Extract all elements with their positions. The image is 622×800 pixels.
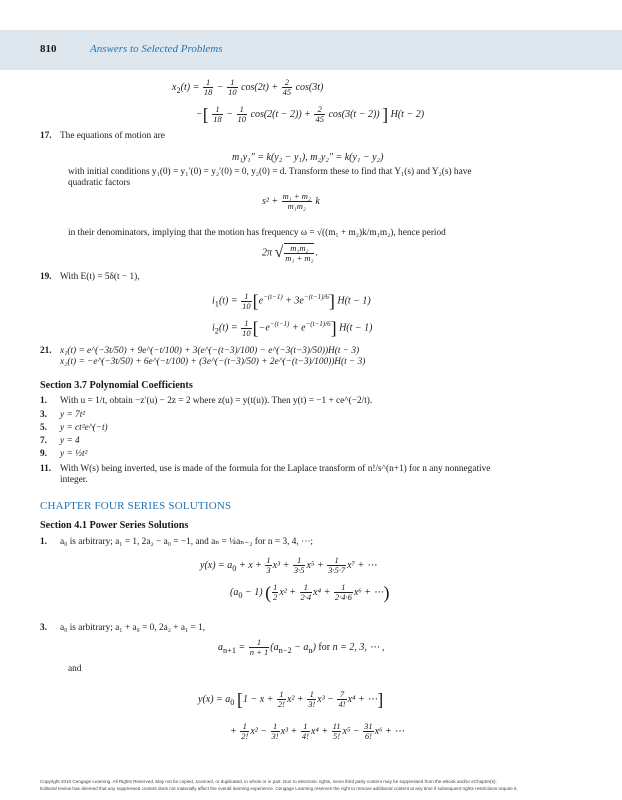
running-title: Answers to Selected Problems: [90, 43, 223, 55]
frequency-text: in their denominators, implying that the motion has frequency ω = √((m₁ + m₂)k/m₁m₂), hence period: [68, 228, 446, 238]
s37-item-1: 1. With u = 1/t, obtain −z′(u) − 2z = 2 where z(u) = y(t(u)). Then y(t) = −1 + ce^(−2/t).: [40, 396, 373, 406]
and-text: and: [68, 664, 82, 674]
section-4-1-title: Section 4.1 Power Series Solutions: [40, 520, 189, 531]
s37-item-3: 3. y = 7t²: [40, 410, 86, 420]
page-number: 810: [40, 43, 57, 55]
series-item3-line2: + $\frac{1}{2!}$ x² − $\frac{1}{3!}$ x³ + $\frac{1}{4!}$ x⁴ + $\frac{11}{5!}$ x⁵ − $\frac{31}{6!}$ x⁶ + ⋯: [230, 721, 405, 741]
series-item3-line1: $y(x) = a_0$ [1 − x + $\frac{1}{2!}$ x² + $\frac{1}{3!}$ x³ − $\frac{7}{4!}$ x⁴ + ⋯]: [198, 689, 384, 710]
s37-item-7: 7. y = 4: [40, 436, 80, 446]
s41-item-3: 3. a₀ is arbitrary; a₁ + a₀ = 0, 2a₂ + a₁ = 1,: [40, 623, 206, 633]
series-y-line2: $(a_0 - 1)$ ( $\frac{1}{2}$ x² + $\frac{1}{2\cdot 4}$ x⁴ + $\frac{1}{2\cdot 4\cdot 6}$ x⁶ + ⋯): [230, 582, 390, 603]
series-y-line1: $y(x) = a_0 + x$ + $\frac{1}{3}$ x³ + $\frac{1}{3\cdot 5}$ x⁵ + $\frac{1}{3\cdot 5\cdot 7}$ x⁷ + ⋯: [200, 555, 377, 575]
equations-of-motion: m₁y₁″ = k(y₂ − y₁), m₂y₂″ = k(y₁ − y₂): [232, 152, 384, 163]
equation-i2: $i_2(t)$ = $\frac{1}{10}$ $[-e^{-(t-1)} + e^{-(t-1)/6}] H(t - 1)$: [212, 317, 373, 339]
equation-i1: $i_1(t)$ = $\frac{1}{10}$ $[e^{-(t-1)} + 3e^{-(t-1)/6}] H(t - 1)$: [212, 290, 371, 312]
initial-conditions: with initial conditions y₁(0) = y₁′(0) = y₂′(0) = 0, y₂(0) = d. Transform these to find that Y₁(s) and Y₂(s) have: [68, 167, 472, 177]
equation-x2-heaviside: −[ $\frac{1}{18}$ − $\frac{1}{10}$ cos(2(t − 2)) + $\frac{2}{45}$ cos(3(t − 2)) ] H(t − 2): [196, 104, 425, 125]
footer-line-1: Copyright 2010 Cengage Learning. All Rights Reserved. May not be copied, scanned, or duplicated, in whole or in part. Due to electronic rights, some third party content may be suppressed from the eBook and/or eChapter(s).: [40, 779, 497, 784]
item-21-x2: x₂(t) = −e^(−3t/50) + 6e^(−t/100) + (3e^(−(t−3)/50) + 2e^(−(t−3)/100))H(t − 3): [60, 357, 366, 367]
item-17: 17. The equations of motion are: [40, 131, 165, 141]
item-21: 21. x₁(t) = e^(−3t/50) + 9e^(−t/100) + 3(e^(−(t−3)/100) − e^(−3(t−3)/50))H(t − 3): [40, 346, 360, 356]
s37-item-5: 5. y = ct²e^(−t): [40, 423, 108, 433]
quadratic-factor: s² + $\frac{\text{m₁ + m₂}}{\text{m₁m₂}}$ k: [262, 191, 320, 211]
section-3-7-title: Section 3.7 Polynomial Coefficients: [40, 380, 193, 391]
period-formula: 2π √ $\frac{\text{m₁m₂}}{\text{m₁ + m₂}}$ .: [262, 243, 318, 263]
s41-item-1: 1. a₀ is arbitrary; a₁ = 1, 2a₂ − a₀ = −1, and aₙ = ¼aₙ₋₂ for n = 3, 4, ⋯;: [40, 537, 313, 547]
s37-item-11: 11. With W(s) being inverted, use is made of the formula for the Laplace transform of n!/s^(n+1) for n any nonnegative: [40, 464, 491, 474]
s37-item-11-cont: integer.: [60, 475, 88, 485]
recurrence-formula: $a_{n+1}$ = $\frac{1}{n + 1}$ $(a_{n-2} - a_n)$ for n = 2, 3, ⋯ ,: [218, 637, 385, 657]
s37-item-9: 9. y = ½t²: [40, 449, 88, 459]
item-19: 19. With E(t) = 5δ(t − 1),: [40, 272, 140, 282]
initial-conditions-cont: quadratic factors: [68, 178, 131, 188]
chapter-heading: CHAPTER FOUR SERIES SOLUTIONS: [40, 500, 232, 512]
equation-x2: $x_2(t)$ = $\frac{1}{18}$ − $\frac{1}{10}$ cos(2t) + $\frac{2}{45}$ cos(3t): [172, 77, 324, 97]
footer-line-2: Editorial review has deemed that any suppressed content does not materially affect the overall learning experience. Cengage Learning reserves the right to remove additional content at any time if subsequent rights restrictions require it.: [40, 786, 518, 791]
